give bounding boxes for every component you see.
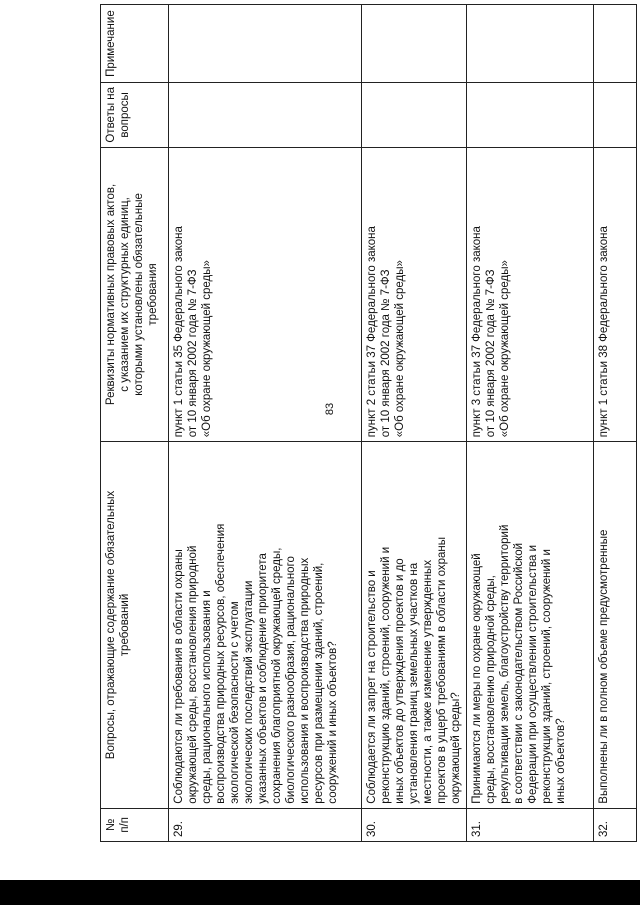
row-requisites: пункт 3 статьи 37 Федерального закона от 10 января 2002 года № 7-ФЗ «Об охране окружающей среды» [467,147,594,442]
row-question: Соблюдаются ли требования в области охраны окружающей среды, восстановления природной среды, рационального использования и воспроизводства природных ресурсов, обеспечения экологической безопасности с учетом экологических последствий эксплуатации указанных объектов и соблюдение приоритета сохранения благоприятной окружающей среды, биологического разнообразия, рационального использования и воспроизводства природных ресурсов при размещении зданий, строений, сооружений и иных объектов? [169,442,362,808]
rotated-table-container [100,4,635,842]
table-row [594,5,637,842]
row-num: 31. [467,808,594,841]
row-num: 32. [594,808,637,841]
table-row [467,5,594,842]
row-answer-cell[interactable] [467,83,594,148]
page-number: 83 [324,402,336,416]
row-note-cell[interactable] [169,5,362,83]
row-answer-cell[interactable] [362,83,467,148]
scan-edge-bar [0,880,640,905]
row-question: Принимаются ли меры по охране окружающей среды, восстановлению природной среды, рекультивации земель, благоустройству территорий в соответствии с законодательством Российской Федерации при осуществлении строительства и реконструкции зданий, строений, сооружений и иных объектов? [467,442,594,808]
row-num: 29. [169,808,362,841]
header-num: № п/п [101,808,169,841]
header-question: Вопросы, отражающие содержание обязательных требований [101,442,169,808]
row-question: Соблюдается ли запрет на строительство и реконструкцию зданий, строений, сооружений и иных объектов до утверждения проектов и до установления границ земельных участков на местности, а также изменение утвержденных проектов в ущерб требованиям в области охраны окружающей среды? [362,442,467,808]
row-answer-cell[interactable] [169,83,362,148]
row-requisites: пункт 1 статьи 38 Федерального закона [594,147,637,442]
row-note-cell[interactable] [362,5,467,83]
header-requisites: Реквизиты нормативных правовых актов, с указанием их структурных единиц, которыми установлены обязательные требования [101,147,169,442]
header-note: Примечание [101,5,169,83]
row-question: Выполнены ли в полном объеме предусмотренные [594,442,637,808]
row-num: 30. [362,808,467,841]
table-row [169,5,362,842]
row-requisites: пункт 1 статьи 35 Федерального закона от 10 января 2002 года № 7-ФЗ «Об охране окружающей среды» [169,147,362,442]
row-note-cell[interactable] [467,5,594,83]
row-requisites: пункт 2 статьи 37 Федерального закона от 10 января 2002 года № 7-ФЗ «Об охране окружающей среды» [362,147,467,442]
table-header-row [101,5,169,842]
row-answer-cell[interactable] [594,83,637,148]
table-row [362,5,467,842]
header-answers: Ответы на вопросы [101,83,169,148]
requirements-table [100,4,637,842]
row-note-cell[interactable] [594,5,637,83]
